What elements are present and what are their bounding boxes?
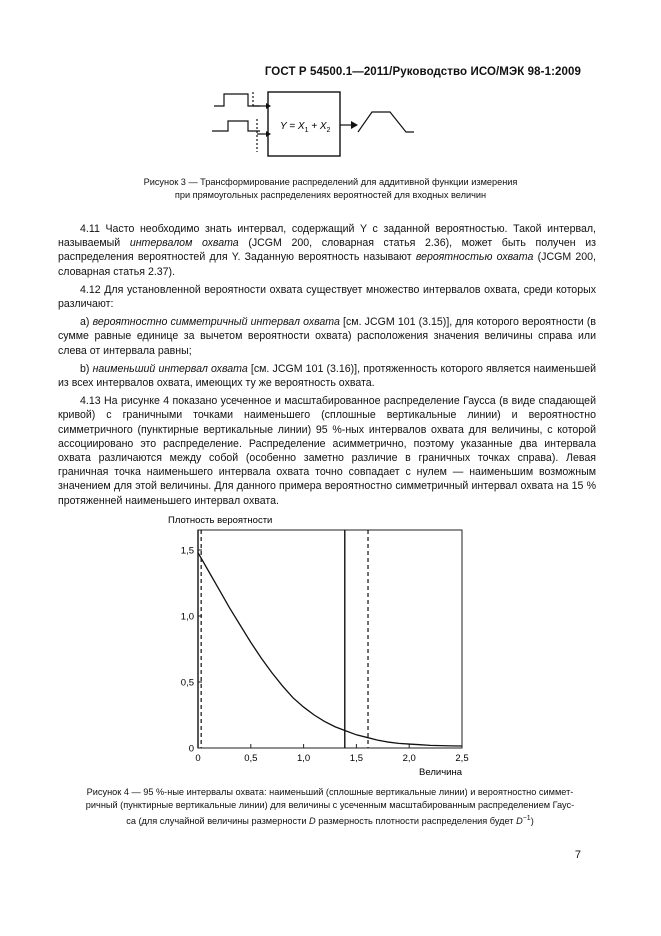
figure3-diagram: [200, 88, 420, 170]
figure3-caption: [60, 176, 601, 202]
chart-xlabel: Величина: [419, 767, 462, 778]
paragraph-4-13: 4.13 На рисунке 4 показано усеченное и масштабированное распределение Гаусса (в виде спадающей кривой) с граничными точками наименьшего (сплошные вертикальные линии) и вероятностно симметричного (пунктирные вертикальные линии) 95 %-ных интервалов охвата для величины, с которой ассоциировано это распределение. Распределение асимметрично, поэтому указанные два интервала охвата различаются между собой (особенно заметно различие в граничных точках справа). Левая граничная точка наименьшего интервала охвата точно совпадает с нулем — наименьшим возможным значением для этой величины. Для данного примера вероятностно симметричный интервал охвата на 15 % протяженней наименьшего интервал охвата.: [58, 395, 596, 507]
x-tick-label: 0: [195, 753, 201, 764]
figure4-caption-line1: Рисунок 4 — 95 %-ные интервалы охвата: наименьший (сплошные вертикальные линии) и вероятностно симмет-: [86, 787, 574, 797]
density-curve: [198, 553, 462, 746]
figure4-caption: [60, 786, 600, 828]
plot-frame: [198, 530, 462, 748]
y-tick-label: 1,0: [180, 611, 194, 623]
figure4-chart: [160, 510, 480, 785]
rect-pulse-bottom: [212, 121, 260, 131]
x-tick-label: 2,5: [455, 753, 469, 764]
paragraph-4-12: 4.12 Для установленной вероятности охвата существует множество интервалов охвата, среди которых различают:: [58, 283, 596, 311]
x-tick-label: 2,0: [402, 753, 416, 764]
x-tick-label: 0,5: [244, 753, 258, 764]
list-item-b: b) наименьший интервал охвата [см. JCGM 101 (3.16)], протяженность которого является наименьшей из всех интервалов охвата, имеющих ту же вероятность охвата.: [58, 362, 596, 390]
paragraph-4-11: 4.11 Часто необходимо знать интервал, содержащий Y с заданной вероятностью. Такой интервал, называемый интервалом охвата (JCGM 200, словарная статья 2.36), может быть получен из распределения вероятностей для Y. Заданную вероятность называют вероятностью охвата (JCGM 200, словарная статья 2.37).: [58, 223, 596, 278]
chart-ylabel: Плотность вероятности: [168, 515, 273, 526]
figure4-caption-line2: ричный (пунктирные вертикальные линии) для величины с усеченным масштабированным распределением Гаус-: [85, 800, 575, 810]
y-tick-label: 0: [188, 743, 194, 755]
list-item-a: а) вероятностно симметричный интервал охвата [см. JCGM 101 (3.15)], для которого вероятности (в сумме равные единице за вычетом вероятности охвата) расположения значения величины справа или слева от интервала равны;: [58, 316, 596, 357]
page-header: ГОСТ Р 54500.1—2011/Руководство ИСО/МЭК 98-1:2009: [264, 66, 581, 78]
x-tick-label: 1,5: [349, 753, 364, 764]
figure3-caption-line2: при прямоугольных распределениях вероятностей для входных величин: [174, 190, 487, 200]
y-tick-label: 1,5: [180, 545, 194, 557]
figure3-caption-line1: Рисунок 3 — Трансформирование распределений для аддитивной функции измерения: [143, 177, 518, 187]
figure4-caption-line3: са (для случайной величины размерности D размерность плотности распределения будет $D^{-1}$): [126, 815, 534, 827]
page-number: 7: [574, 849, 581, 861]
x-tick-label: 1,0: [296, 753, 311, 764]
y-tick-label: 0,5: [180, 677, 194, 689]
formula-text: $Y = X_1 + X_2$: [280, 121, 331, 134]
trapezoid-output: [358, 112, 414, 132]
chart-svg: [160, 510, 480, 780]
body-text: [58, 222, 596, 512]
